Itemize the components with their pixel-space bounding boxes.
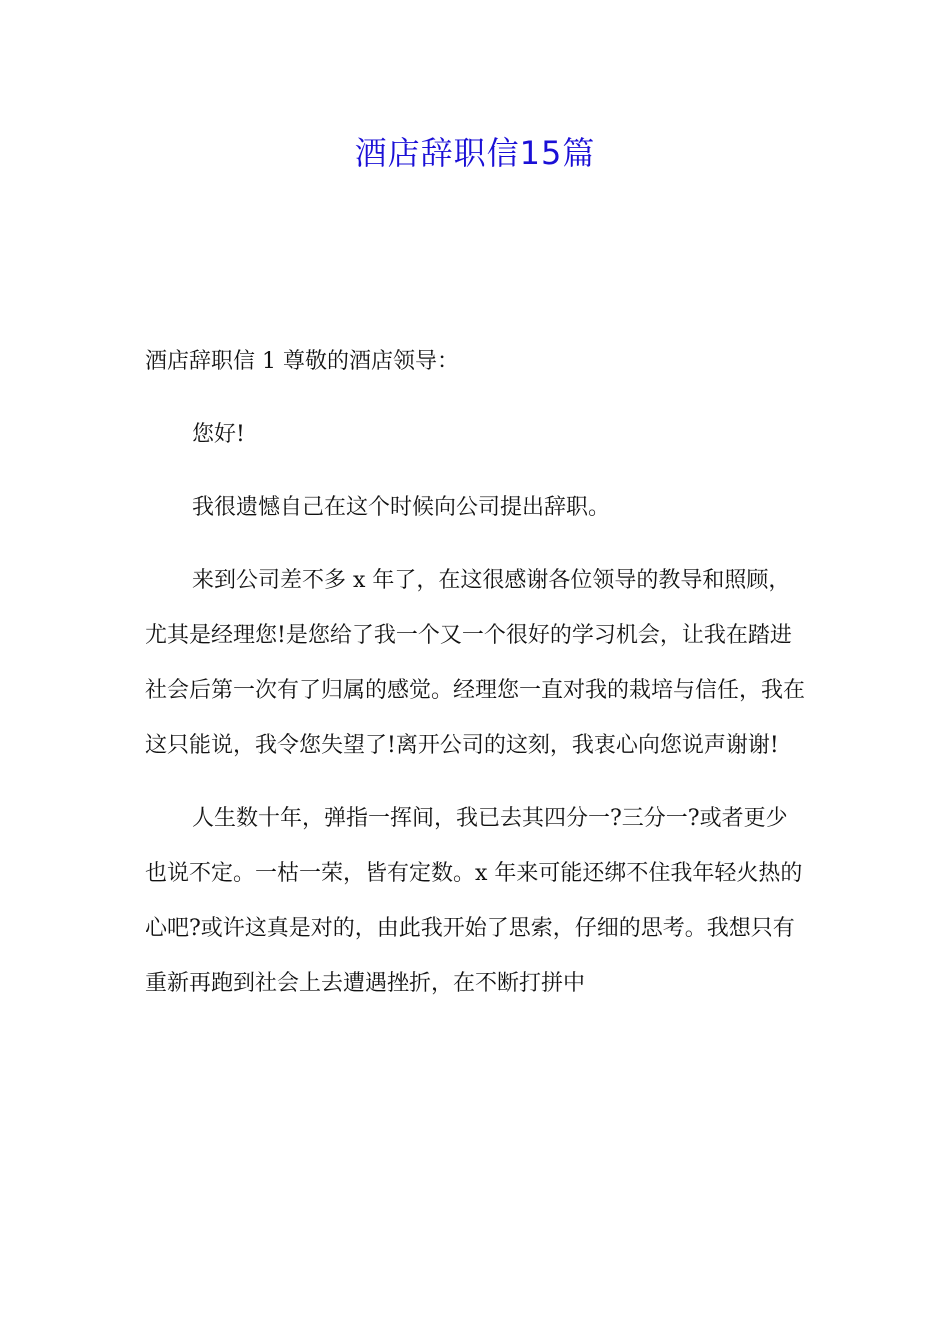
body-paragraph: 来到公司差不多 x 年了，在这很感谢各位领导的教导和照顾，尤其是经理您!是您给了我一个又一个很好的学习机会，让我在踏进社会后第一次有了归属的感觉。经理您一直对我的栽培与信任，我在这只能说，我令您失望了!离开公司的这刻，我衷心向您说声谢谢! xyxy=(145,568,806,758)
document-body xyxy=(145,334,809,1011)
body-paragraph: 我很遗憾自己在这个时候向公司提出辞职。 xyxy=(192,495,611,520)
greeting-paragraph: 您好! xyxy=(192,422,245,447)
body-paragraph: 人生数十年，弹指一挥间，我已去其四分一?三分一?或者更少也说不定。一枯一荣，皆有定数。x 年来可能还绑不住我年轻火热的心吧?或许这真是对的，由此我开始了思索，仔细的思考。我想只有重新再跑到社会上去遭遇挫折，在不断打拼中 xyxy=(145,806,803,996)
document-title: 酒店辞职信15篇 xyxy=(354,134,596,172)
salutation-paragraph: 酒店辞职信 1 尊敬的酒店领导： xyxy=(145,349,459,374)
